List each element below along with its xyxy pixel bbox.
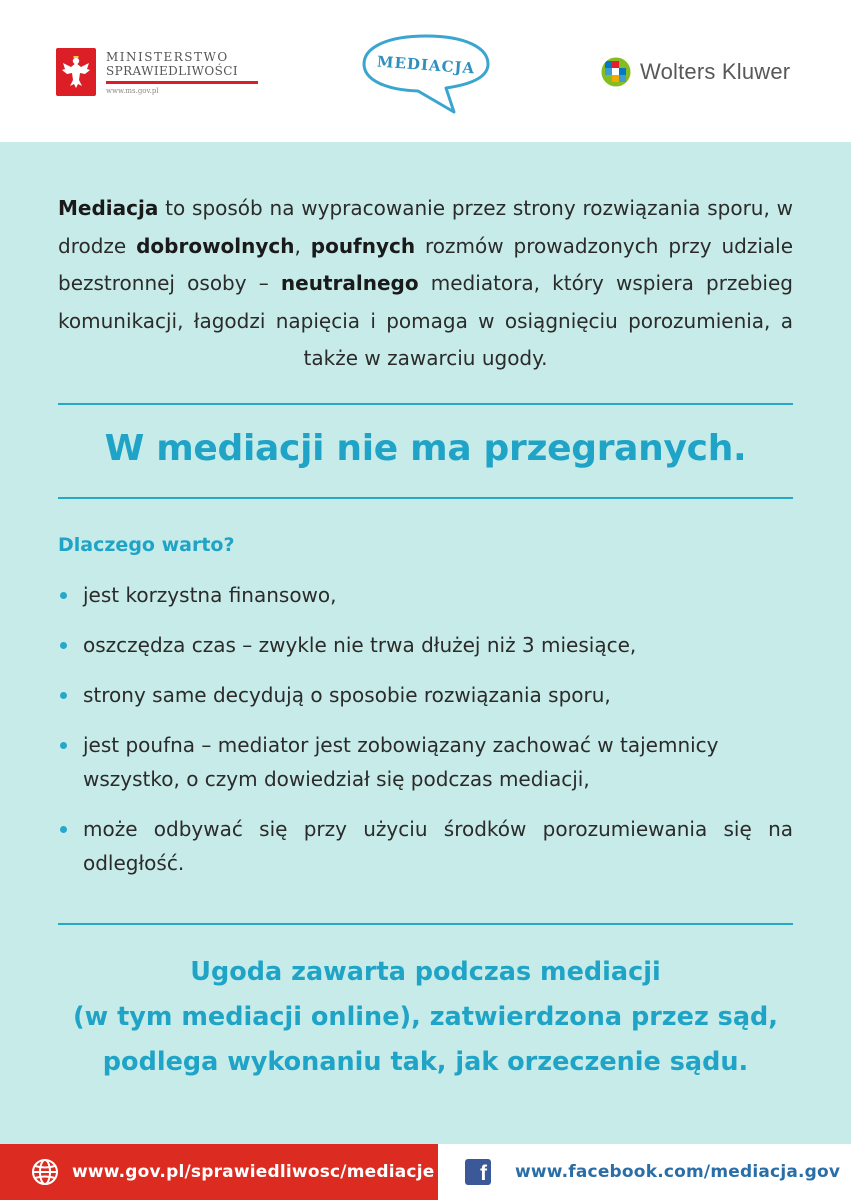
benefits-list	[58, 578, 793, 896]
list-item-text: może odbywać się przy użyciu środków porozumiewania się na odległość.	[83, 817, 793, 875]
ministry-url: www.ms.gov.pl	[106, 87, 159, 95]
bullet-icon	[60, 692, 67, 699]
divider	[58, 923, 793, 925]
speech-bubble-icon	[356, 30, 496, 118]
polish-eagle-emblem-icon	[56, 48, 96, 96]
intro-term-poufnych: poufnych	[310, 233, 416, 258]
website-url[interactable]: www.gov.pl/sprawiedliwosc/mediacje	[72, 1162, 435, 1182]
globe-icon	[30, 1157, 60, 1187]
partner-name: Wolters Kluwer	[640, 59, 791, 84]
why-heading: Dlaczego warto?	[58, 534, 235, 556]
bullet-icon	[60, 592, 67, 599]
facebook-icon-letter: f	[480, 1162, 487, 1185]
ministry-name-line2: SPRAWIEDLIWOŚCI	[106, 64, 238, 78]
mediacja-badge	[356, 30, 496, 118]
ministry-name-line1: MINISTERSTWO	[106, 50, 229, 64]
list-item-text: oszczędza czas – zwykle nie trwa dłużej niż 3 miesiące,	[83, 633, 637, 657]
website-link[interactable]	[0, 1144, 438, 1200]
list-item	[58, 728, 793, 796]
facebook-url[interactable]: www.facebook.com/mediacja.gov	[515, 1162, 841, 1182]
intro-term-mediacja: Mediacja	[58, 196, 159, 220]
intro-text: mediatora, który wspiera przebieg komunikacji, łagodzi napięcia i pomaga w osiągnięciu porozumienia, a także w zawarciu ugody.	[58, 271, 793, 370]
intro-term-dobrowolnych: dobrowolnych	[136, 233, 295, 258]
list-item-text: jest poufna – mediator jest zobowiązany zachować w tajemnicy wszystko, o czym dowiedział się podczas mediacji,	[83, 733, 719, 791]
header	[0, 0, 851, 142]
bullet-icon	[60, 826, 67, 833]
closing-line: (w tym mediacji online), zatwierdzona przez sąd,	[73, 1002, 778, 1032]
list-item	[58, 628, 793, 662]
list-item	[58, 678, 793, 712]
list-item	[58, 578, 793, 612]
closing-line: podlega wykonaniu tak, jak orzeczenie sądu.	[102, 1047, 749, 1077]
intro-term-neutralnego: neutralnego	[280, 271, 419, 295]
intro-text: to sposób na wypracowanie przez strony rozwiązania sporu, w drodze	[58, 196, 793, 258]
ministry-red-bar	[106, 81, 258, 84]
list-item-text: jest korzystna finansowo,	[83, 583, 337, 607]
intro-paragraph	[58, 190, 793, 378]
tagline-heading: W mediacji nie ma przegranych.	[104, 428, 747, 469]
divider	[58, 497, 793, 499]
intro-text: rozmów prowadzonych przy udziale bezstronnej osoby –	[58, 233, 793, 295]
bullet-icon	[60, 642, 67, 649]
facebook-link[interactable]	[438, 1144, 851, 1200]
ministry-logo	[56, 48, 258, 96]
divider	[58, 403, 793, 405]
closing-line: Ugoda zawarta podczas mediacji	[190, 957, 661, 987]
intro-text: ,	[294, 233, 311, 258]
badge-label: MEDIACJA	[376, 52, 476, 78]
closing-statement	[0, 950, 851, 1085]
wolters-kluwer-logo	[600, 56, 790, 88]
facebook-icon	[465, 1159, 491, 1185]
list-item-text: strony same decydują o sposobie rozwiązania sporu,	[83, 683, 611, 707]
wolters-kluwer-logo-icon	[600, 56, 632, 88]
list-item	[58, 812, 793, 880]
bullet-icon	[60, 742, 67, 749]
